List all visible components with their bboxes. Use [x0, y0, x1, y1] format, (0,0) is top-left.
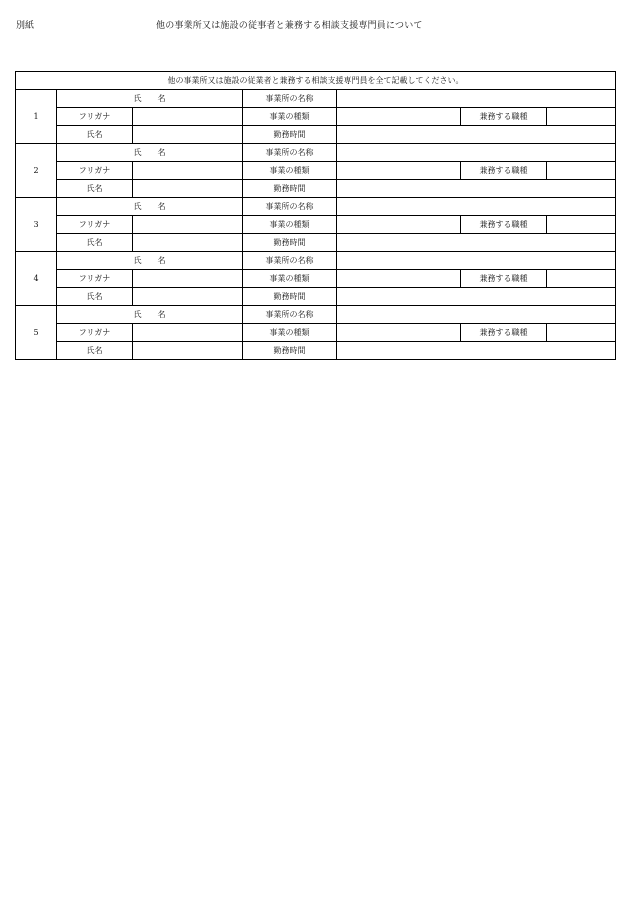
entry-row-name-header — [16, 198, 616, 216]
concurrent-job-field[interactable] — [547, 108, 616, 126]
name-field[interactable] — [133, 342, 243, 360]
entry-row-name — [16, 180, 616, 198]
office-name-field[interactable] — [337, 198, 616, 216]
concurrent-job-label: 兼務する職種 — [461, 162, 547, 180]
furigana-label: フリガナ — [57, 108, 133, 126]
office-name-label: 事業所の名称 — [243, 144, 337, 162]
entry-row-name — [16, 234, 616, 252]
entry-row-furigana — [16, 324, 616, 342]
business-type-field[interactable] — [337, 216, 461, 234]
business-type-label: 事業の種類 — [243, 216, 337, 234]
work-hours-field[interactable] — [337, 126, 616, 144]
concurrent-job-label: 兼務する職種 — [461, 324, 547, 342]
entry-number: 2 — [16, 144, 57, 198]
entry-number: 5 — [16, 306, 57, 360]
business-type-label: 事業の種類 — [243, 324, 337, 342]
concurrent-job-field[interactable] — [547, 270, 616, 288]
name-header-label: 氏 名 — [57, 144, 243, 162]
name-header-label: 氏 名 — [57, 252, 243, 270]
entry-row-furigana — [16, 108, 616, 126]
concurrent-staff-table — [15, 71, 616, 360]
name-label: 氏名 — [57, 234, 133, 252]
office-name-label: 事業所の名称 — [243, 252, 337, 270]
entry-row-name — [16, 126, 616, 144]
furigana-label: フリガナ — [57, 270, 133, 288]
office-name-label: 事業所の名称 — [243, 306, 337, 324]
work-hours-label: 勤務時間 — [243, 234, 337, 252]
name-label: 氏名 — [57, 342, 133, 360]
entry-row-name-header — [16, 306, 616, 324]
name-field[interactable] — [133, 234, 243, 252]
concurrent-job-label: 兼務する職種 — [461, 216, 547, 234]
name-header-label: 氏 名 — [57, 306, 243, 324]
office-name-label: 事業所の名称 — [243, 90, 337, 108]
name-header-label: 氏 名 — [57, 90, 243, 108]
entry-row-furigana — [16, 162, 616, 180]
work-hours-field[interactable] — [337, 288, 616, 306]
work-hours-label: 勤務時間 — [243, 342, 337, 360]
entry-row-furigana — [16, 270, 616, 288]
entry-row-name-header — [16, 252, 616, 270]
office-name-field[interactable] — [337, 144, 616, 162]
entry-row-furigana — [16, 216, 616, 234]
furigana-field[interactable] — [133, 270, 243, 288]
work-hours-field[interactable] — [337, 342, 616, 360]
name-label: 氏名 — [57, 288, 133, 306]
annex-label: 別紙 — [16, 21, 35, 31]
document-title: 他の事業所又は施設の従事者と兼務する相談支援専門員について — [156, 21, 423, 31]
name-field[interactable] — [133, 126, 243, 144]
name-field[interactable] — [133, 180, 243, 198]
name-label: 氏名 — [57, 126, 133, 144]
concurrent-job-field[interactable] — [547, 324, 616, 342]
work-hours-field[interactable] — [337, 234, 616, 252]
work-hours-label: 勤務時間 — [243, 126, 337, 144]
concurrent-job-label: 兼務する職種 — [461, 270, 547, 288]
concurrent-job-label: 兼務する職種 — [461, 108, 547, 126]
business-type-label: 事業の種類 — [243, 270, 337, 288]
entry-row-name — [16, 288, 616, 306]
furigana-label: フリガナ — [57, 162, 133, 180]
entry-row-name-header — [16, 144, 616, 162]
work-hours-field[interactable] — [337, 180, 616, 198]
business-type-field[interactable] — [337, 162, 461, 180]
table-instruction: 他の事業所又は施設の従業者と兼務する相談支援専門員を全て記載してください。 — [16, 72, 616, 90]
office-name-label: 事業所の名称 — [243, 198, 337, 216]
work-hours-label: 勤務時間 — [243, 288, 337, 306]
furigana-label: フリガナ — [57, 324, 133, 342]
entry-number: 1 — [16, 90, 57, 144]
name-header-label: 氏 名 — [57, 198, 243, 216]
business-type-field[interactable] — [337, 324, 461, 342]
business-type-label: 事業の種類 — [243, 162, 337, 180]
furigana-field[interactable] — [133, 216, 243, 234]
work-hours-label: 勤務時間 — [243, 180, 337, 198]
office-name-field[interactable] — [337, 252, 616, 270]
office-name-field[interactable] — [337, 306, 616, 324]
business-type-label: 事業の種類 — [243, 108, 337, 126]
business-type-field[interactable] — [337, 108, 461, 126]
furigana-field[interactable] — [133, 108, 243, 126]
entry-row-name-header — [16, 90, 616, 108]
concurrent-job-field[interactable] — [547, 162, 616, 180]
entry-row-name — [16, 342, 616, 360]
business-type-field[interactable] — [337, 270, 461, 288]
concurrent-job-field[interactable] — [547, 216, 616, 234]
furigana-field[interactable] — [133, 324, 243, 342]
entry-number: 3 — [16, 198, 57, 252]
name-field[interactable] — [133, 288, 243, 306]
entry-number: 4 — [16, 252, 57, 306]
name-label: 氏名 — [57, 180, 133, 198]
furigana-field[interactable] — [133, 162, 243, 180]
office-name-field[interactable] — [337, 90, 616, 108]
furigana-label: フリガナ — [57, 216, 133, 234]
